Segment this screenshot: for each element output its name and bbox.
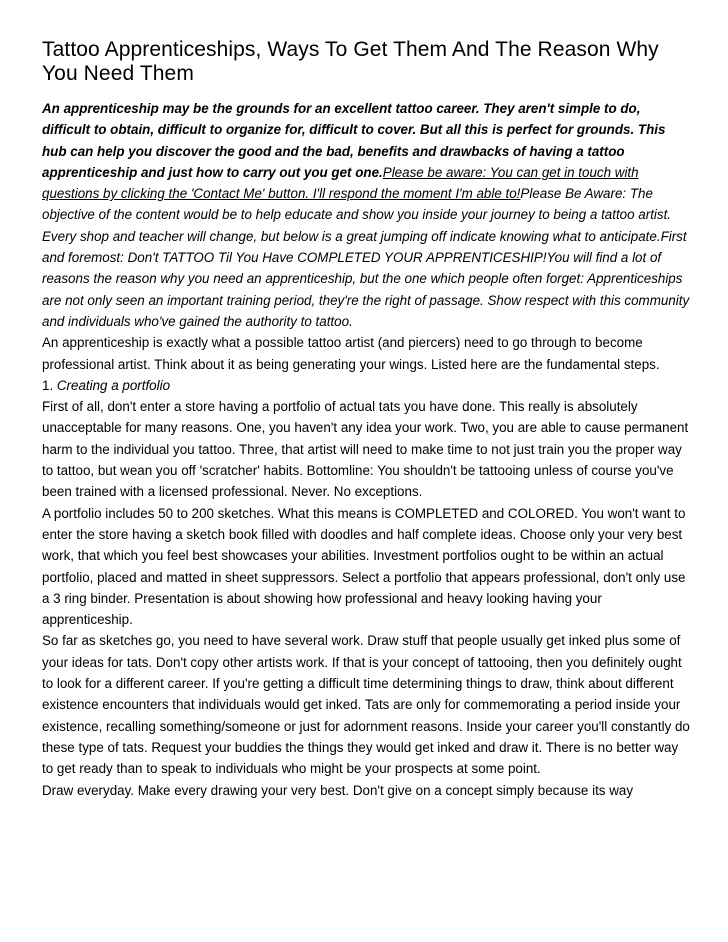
article-body xyxy=(42,98,690,801)
paragraph-draw-everyday: Draw everyday. Make every drawing your very best. Don't give on a concept simply because its way xyxy=(42,782,634,798)
step-heading xyxy=(42,375,690,396)
paragraph-portfolio: A portfolio includes 50 to 200 sketches. What this means is COMPLETED and COLORED. You won't want to enter the store having a sketch book filled with doodles and half complete ideas. Choose only your very best work, that which you feel best showcases your abilities. Investment portfolios ought to be within an actual portfolio, placed and matted in sheet suppressors. Select a portfolio that appears professional, don't only use a 3 ring binder. Presentation is about showing how professional and heavy looking having your apprenticeship. xyxy=(42,505,686,628)
contact-note-link[interactable]: Please be aware: You can get in touch with questions by clicking the 'Contact Me' button. I'll respond the moment I'm able to! xyxy=(42,164,639,202)
intro-paragraph xyxy=(42,98,690,332)
intro-italic-text: Please Be Aware: The objective of the content would be to help educate and show you inside your journey to being a tattoo artist. Every shop and teacher will change, but below is a great jumping off indicate knowing what to anticipate.First and foremost: Don't TATTOO Til You Have COMPLETED YOUR APPRENTICESHIP!You will find a lot of reasons the reason why you need an apprenticeship, but the one which people often forget: Apprenticeships are not only seen an important training period, they're the right of passage. Show respect with this community and individuals who've gained the authority to tattoo. xyxy=(42,186,690,329)
paragraph-apprenticeship: An apprenticeship is exactly what a possible tattoo artist (and piercers) need to go through to become professional artist. Think about it as being generating your wings. Listed here are the fundamental steps. xyxy=(42,335,660,372)
page-title: Tattoo Apprenticeships, Ways To Get Them And The Reason Why You Need Them xyxy=(42,38,659,85)
intro-bold-text: An apprenticeship may be the grounds for an excellent tattoo career. They aren't simple to do, difficult to obtain, difficult to organize for, difficult to cover. But all this is perfect for grounds. This hub can help you discover the good and the bad, benefits and drawbacks of having a tattoo apprenticeship and just how to carry out you get one. xyxy=(42,101,666,180)
paragraph-no-tattoos: First of all, don't enter a store having a portfolio of actual tats you have done. This really is absolutely unacceptable for many reasons. One, you haven't any idea your work. Two, you are able to cause permanent harm to the individual you tattoo. Three, that artist will need to make time to not just train you the proper way to tattoo, but wean you off 'scratcher' habits. Bottomline: You shouldn't be tattooing unless of course you've been trained with a licensed professional. Never. No exceptions. xyxy=(42,399,689,500)
document-page xyxy=(42,38,690,801)
step-number: 1. xyxy=(42,377,57,393)
paragraph-sketches: So far as sketches go, you need to have several work. Draw stuff that people usually get inked plus some of your ideas for tats. Don't copy other artists work. If that is your concept of tattooing, then you definitely ought to look for a different career. If you're getting a difficult time determining things to draw, think about different existence encounters that individuals would get inked. Tats are only for commemorating a period inside your existence, recalling something/someone or just for adornment reasons. Inside your career you'll constantly do these type of tats. Request your buddies the things they would get inked and draw it. There is no better way to get ready than to speak to individuals who might be your prospects at some point. xyxy=(42,633,690,777)
step-title: Creating a portfolio xyxy=(56,377,171,393)
